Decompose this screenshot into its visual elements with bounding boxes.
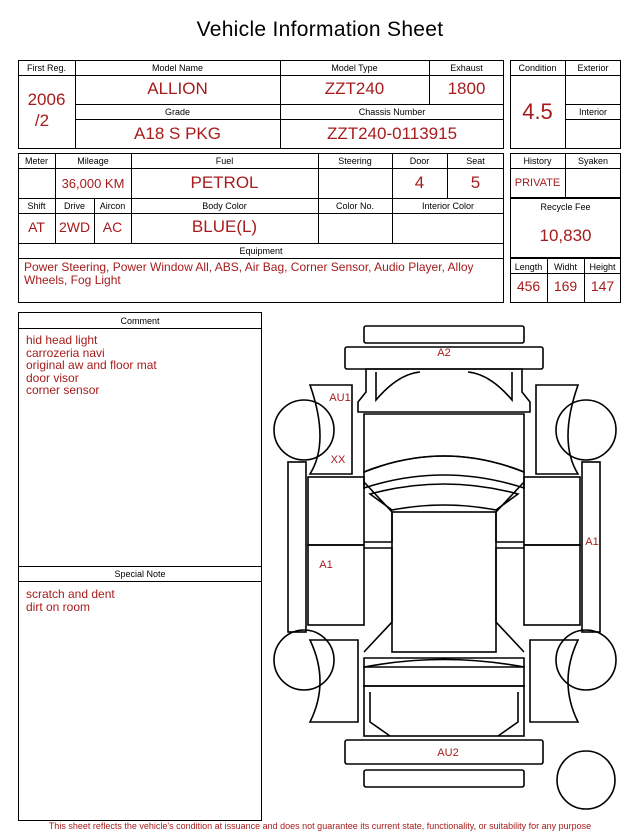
fuel-label: Fuel [215,156,234,166]
model-name-value: ALLION [147,79,208,98]
comment-line: door visor [26,370,79,385]
drive-label: Drive [63,201,85,211]
history-value: PRIVATE [514,177,561,189]
rear-window [364,658,524,667]
exhaust-value: 1800 [447,79,486,98]
right-front-door [524,477,580,545]
exterior-label: Exterior [577,63,609,73]
right-rear-fender [530,640,578,722]
width-label: Widht [553,262,577,272]
drive-value: 2WD [58,219,91,235]
left-rear-window [364,548,392,652]
right-front-wheel [556,400,616,460]
left-rear-wheel [274,630,334,690]
height-label: Height [589,262,616,272]
first-reg-label: First Reg. [26,63,66,73]
syaken-label: Syaken [577,156,609,166]
height-value: 147 [590,278,615,294]
special-note-line: scratch and dent [26,587,115,601]
fuel-value: PETROL [190,173,259,192]
first-reg-year: 2006 [27,90,66,109]
right-rear-wheel [556,630,616,690]
damage-mark-right-side: A1 [585,536,599,548]
right-front-window [496,482,524,542]
comment-list [26,334,256,397]
color-no-label: Color No. [335,201,374,211]
left-front-wheel [274,400,334,460]
right-rear-door [524,545,580,625]
left-rear-fender [310,640,358,722]
damage-mark-front-left-fender: AU1 [329,392,351,404]
condition-grade: 4.5 [522,99,553,124]
history-label: History [523,156,552,166]
shift-label: Shift [27,201,46,211]
chassis-number-value: ZZT240-0113915 [326,124,458,143]
front-bumper-upper [364,326,524,343]
first-reg-month: /2 [34,111,50,130]
damage-mark-front: A2 [437,347,451,359]
width-value: 169 [553,278,578,294]
aircon-value: AC [102,219,123,235]
left-sill [288,462,306,632]
left-front-door [308,477,364,545]
equipment-label: Equipment [239,246,283,256]
special-note-line: dirt on room [26,599,91,614]
special-note-list [26,588,256,613]
damage-mark-rear: AU2 [437,747,459,759]
steering-label: Steering [338,156,372,166]
mileage-value: 36,000 KM [61,176,125,191]
interior-label: Interior [578,107,607,117]
left-taillight [370,692,390,736]
left-headlight [376,372,420,400]
rear-bumper-lower [364,770,524,787]
recycle-fee-label: Recycle Fee [540,202,591,212]
car-damage-diagram [270,322,630,818]
exhaust-label: Exhaust [450,63,483,73]
equipment-value: Power Steering, Power Window All, ABS, Air Bag, Corner Sensor, Audio Player, Alloy Wheels, Fog Light [24,260,474,287]
comment-line: carrozeria navi [26,345,105,360]
model-type-label: Model Type [331,63,378,73]
aircon-label: Aircon [99,201,126,211]
model-name-label: Model Name [151,63,204,73]
length-value: 456 [516,278,541,294]
meter-label: Meter [24,156,48,166]
grade-label: Grade [164,107,190,117]
door-value: 4 [414,173,425,192]
disclaimer: This sheet reflects the vehicle's condition at issuance and does not guarantee its current state, functionality, or suitability for any purpose [48,821,592,831]
model-type-value: ZZT240 [324,79,385,98]
seat-label: Seat [466,156,485,166]
interior-color-label: Interior Color [421,201,475,211]
comment-line: hid head light [26,333,98,347]
trunk [364,686,524,736]
length-label: Length [514,262,543,272]
body-color-label: Body Color [202,201,247,211]
trunk-lid [364,667,524,686]
spare-wheel [557,751,615,809]
right-front-fender [536,385,578,474]
damage-mark-left-front-door: XX [330,454,346,466]
roof-front [370,484,518,510]
comment-label: Comment [120,316,160,326]
comment-line: original aw and floor mat [26,358,157,372]
body-color-value: BLUE(L) [191,217,258,236]
roof [392,512,496,652]
left-front-window [364,482,392,542]
right-taillight [498,692,518,736]
left-rear-door [308,545,364,625]
right-headlight [468,372,512,400]
mileage-label: Mileage [77,156,109,166]
damage-mark-left-rear: A1 [319,559,333,571]
seat-value: 5 [470,173,481,192]
chassis-number-label: Chassis Number [358,107,426,117]
right-rear-window [496,548,524,652]
grade-value: A18 S PKG [134,124,221,143]
recycle-fee-value: 10,830 [539,226,592,245]
condition-label: Condition [518,63,557,73]
shift-value: AT [28,219,45,235]
special-note-label: Special Note [114,569,166,579]
comment-line: corner sensor [26,383,100,397]
door-label: Door [409,156,430,166]
page-title: Vehicle Information Sheet [196,18,444,41]
